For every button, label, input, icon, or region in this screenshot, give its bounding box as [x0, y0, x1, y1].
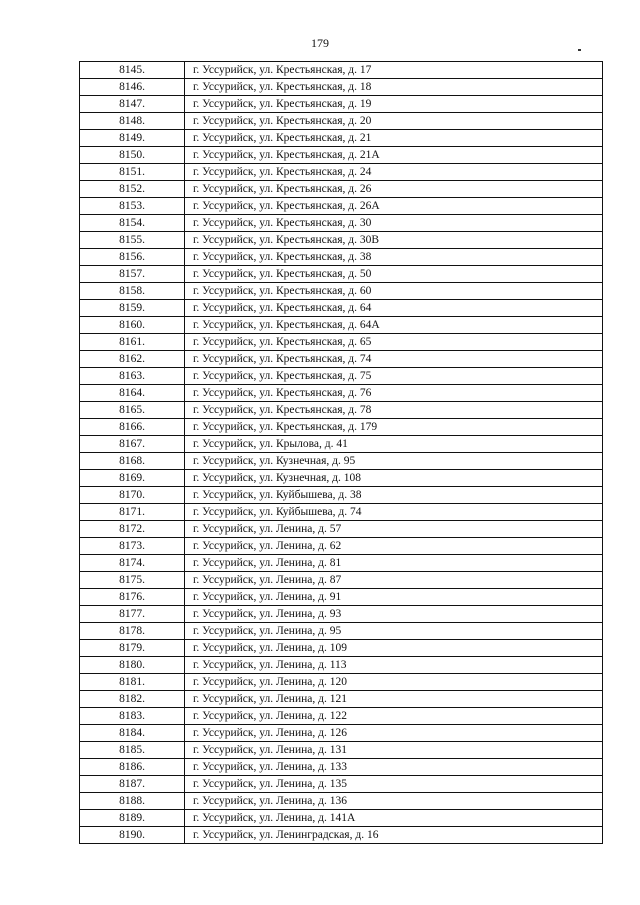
row-address: г. Уссурийск, ул. Ленина, д. 109: [185, 640, 603, 657]
table-row: [80, 589, 603, 606]
row-number: 8151.: [80, 164, 185, 181]
row-number: 8184.: [80, 725, 185, 742]
row-address: г. Уссурийск, ул. Ленина, д. 95: [185, 623, 603, 640]
table-row: [80, 521, 603, 538]
row-address: г. Уссурийск, ул. Ленина, д. 136: [185, 793, 603, 810]
row-address: г. Уссурийск, ул. Ленина, д. 93: [185, 606, 603, 623]
table-row: [80, 453, 603, 470]
table-row: [80, 368, 603, 385]
row-number: 8163.: [80, 368, 185, 385]
table-row: [80, 827, 603, 844]
row-number: 8169.: [80, 470, 185, 487]
row-address: г. Уссурийск, ул. Кузнечная, д. 108: [185, 470, 603, 487]
row-number: 8175.: [80, 572, 185, 589]
row-number: 8158.: [80, 283, 185, 300]
table-row: [80, 266, 603, 283]
row-address: г. Уссурийск, ул. Ленинградская, д. 16: [185, 827, 603, 844]
row-number: 8150.: [80, 147, 185, 164]
table-row: [80, 470, 603, 487]
table-row: [80, 385, 603, 402]
row-address: г. Уссурийск, ул. Крестьянская, д. 60: [185, 283, 603, 300]
row-address: г. Уссурийск, ул. Ленина, д. 122: [185, 708, 603, 725]
row-address: г. Уссурийск, ул. Крестьянская, д. 75: [185, 368, 603, 385]
row-address: г. Уссурийск, ул. Ленина, д. 81: [185, 555, 603, 572]
row-number: 8166.: [80, 419, 185, 436]
table-row: [80, 708, 603, 725]
row-address: г. Уссурийск, ул. Ленина, д. 135: [185, 776, 603, 793]
table-row: [80, 623, 603, 640]
row-address: г. Уссурийск, ул. Куйбышева, д. 74: [185, 504, 603, 521]
table-row: [80, 215, 603, 232]
table-row: [80, 810, 603, 827]
table-row: [80, 249, 603, 266]
table-row: [80, 198, 603, 215]
row-address: г. Уссурийск, ул. Крестьянская, д. 38: [185, 249, 603, 266]
row-address: г. Уссурийск, ул. Крестьянская, д. 179: [185, 419, 603, 436]
row-number: 8165.: [80, 402, 185, 419]
row-number: 8159.: [80, 300, 185, 317]
row-number: 8179.: [80, 640, 185, 657]
row-address: г. Уссурийск, ул. Ленина, д. 133: [185, 759, 603, 776]
row-address: г. Уссурийск, ул. Крестьянская, д. 18: [185, 79, 603, 96]
table-row: [80, 793, 603, 810]
row-number: 8164.: [80, 385, 185, 402]
row-number: 8167.: [80, 436, 185, 453]
row-address: г. Уссурийск, ул. Ленина, д. 131: [185, 742, 603, 759]
table-row: [80, 402, 603, 419]
row-number: 8186.: [80, 759, 185, 776]
table-row: [80, 164, 603, 181]
row-number: 8180.: [80, 657, 185, 674]
row-address: г. Уссурийск, ул. Крестьянская, д. 17: [185, 62, 603, 79]
row-number: 8157.: [80, 266, 185, 283]
row-number: 8187.: [80, 776, 185, 793]
table-row: [80, 436, 603, 453]
row-number: 8182.: [80, 691, 185, 708]
row-address: г. Уссурийск, ул. Крестьянская, д. 21А: [185, 147, 603, 164]
row-number: 8170.: [80, 487, 185, 504]
table-row: [80, 776, 603, 793]
row-address: г. Уссурийск, ул. Крестьянская, д. 26: [185, 181, 603, 198]
row-number: 8154.: [80, 215, 185, 232]
row-address: г. Уссурийск, ул. Ленина, д. 120: [185, 674, 603, 691]
table-row: [80, 181, 603, 198]
row-address: г. Уссурийск, ул. Кузнечная, д. 95: [185, 453, 603, 470]
row-address: г. Уссурийск, ул. Ленина, д. 141А: [185, 810, 603, 827]
table-row: [80, 606, 603, 623]
row-address: г. Уссурийск, ул. Крестьянская, д. 64А: [185, 317, 603, 334]
row-address: г. Уссурийск, ул. Крестьянская, д. 26А: [185, 198, 603, 215]
row-address: г. Уссурийск, ул. Крестьянская, д. 64: [185, 300, 603, 317]
table-row: [80, 555, 603, 572]
row-address: г. Уссурийск, ул. Крестьянская, д. 30: [185, 215, 603, 232]
table-row: [80, 96, 603, 113]
row-number: 8160.: [80, 317, 185, 334]
row-address: г. Уссурийск, ул. Крестьянская, д. 76: [185, 385, 603, 402]
table-row: [80, 640, 603, 657]
row-number: 8174.: [80, 555, 185, 572]
address-table: [79, 61, 603, 844]
row-number: 8145.: [80, 62, 185, 79]
row-address: г. Уссурийск, ул. Крестьянская, д. 24: [185, 164, 603, 181]
row-address: г. Уссурийск, ул. Крестьянская, д. 78: [185, 402, 603, 419]
row-number: 8161.: [80, 334, 185, 351]
row-number: 8153.: [80, 198, 185, 215]
table-row: [80, 742, 603, 759]
table-row: [80, 538, 603, 555]
table-row: [80, 691, 603, 708]
row-number: 8173.: [80, 538, 185, 555]
row-number: 8171.: [80, 504, 185, 521]
table-row: [80, 79, 603, 96]
row-number: 8183.: [80, 708, 185, 725]
row-address: г. Уссурийск, ул. Крестьянская, д. 19: [185, 96, 603, 113]
row-number: 8189.: [80, 810, 185, 827]
row-number: 8177.: [80, 606, 185, 623]
row-number: 8168.: [80, 453, 185, 470]
table-row: [80, 147, 603, 164]
table-row: [80, 572, 603, 589]
page-number: 179: [311, 36, 329, 50]
table-row: [80, 759, 603, 776]
table-row: [80, 725, 603, 742]
row-address: г. Уссурийск, ул. Ленина, д. 91: [185, 589, 603, 606]
table-row: [80, 300, 603, 317]
row-address: г. Уссурийск, ул. Крестьянская, д. 20: [185, 113, 603, 130]
row-number: 8190.: [80, 827, 185, 844]
row-address: г. Уссурийск, ул. Крестьянская, д. 21: [185, 130, 603, 147]
row-number: 8178.: [80, 623, 185, 640]
row-number: 8155.: [80, 232, 185, 249]
row-address: г. Уссурийск, ул. Крестьянская, д. 30В: [185, 232, 603, 249]
row-number: 8176.: [80, 589, 185, 606]
row-number: 8156.: [80, 249, 185, 266]
row-number: 8185.: [80, 742, 185, 759]
table-row: [80, 232, 603, 249]
row-address: г. Уссурийск, ул. Крестьянская, д. 50: [185, 266, 603, 283]
table-row: [80, 317, 603, 334]
row-address: г. Уссурийск, ул. Ленина, д. 62: [185, 538, 603, 555]
row-number: 8172.: [80, 521, 185, 538]
address-table-body: [80, 62, 603, 844]
row-number: 8188.: [80, 793, 185, 810]
table-row: [80, 130, 603, 147]
row-address: г. Уссурийск, ул. Куйбышева, д. 38: [185, 487, 603, 504]
row-number: 8149.: [80, 130, 185, 147]
row-number: 8162.: [80, 351, 185, 368]
table-row: [80, 674, 603, 691]
row-number: 8181.: [80, 674, 185, 691]
row-number: 8147.: [80, 96, 185, 113]
table-row: [80, 113, 603, 130]
row-address: г. Уссурийск, ул. Крестьянская, д. 65: [185, 334, 603, 351]
row-address: г. Уссурийск, ул. Ленина, д. 113: [185, 657, 603, 674]
table-row: [80, 504, 603, 521]
row-number: 8146.: [80, 79, 185, 96]
table-row: [80, 62, 603, 79]
row-address: г. Уссурийск, ул. Крылова, д. 41: [185, 436, 603, 453]
row-address: г. Уссурийск, ул. Крестьянская, д. 74: [185, 351, 603, 368]
row-number: 8148.: [80, 113, 185, 130]
table-row: [80, 487, 603, 504]
row-address: г. Уссурийск, ул. Ленина, д. 57: [185, 521, 603, 538]
table-row: [80, 283, 603, 300]
row-address: г. Уссурийск, ул. Ленина, д. 87: [185, 572, 603, 589]
table-row: [80, 351, 603, 368]
row-address: г. Уссурийск, ул. Ленина, д. 126: [185, 725, 603, 742]
table-row: [80, 419, 603, 436]
row-address: г. Уссурийск, ул. Ленина, д. 121: [185, 691, 603, 708]
row-number: 8152.: [80, 181, 185, 198]
scan-mark: [578, 49, 581, 51]
table-row: [80, 334, 603, 351]
table-row: [80, 657, 603, 674]
